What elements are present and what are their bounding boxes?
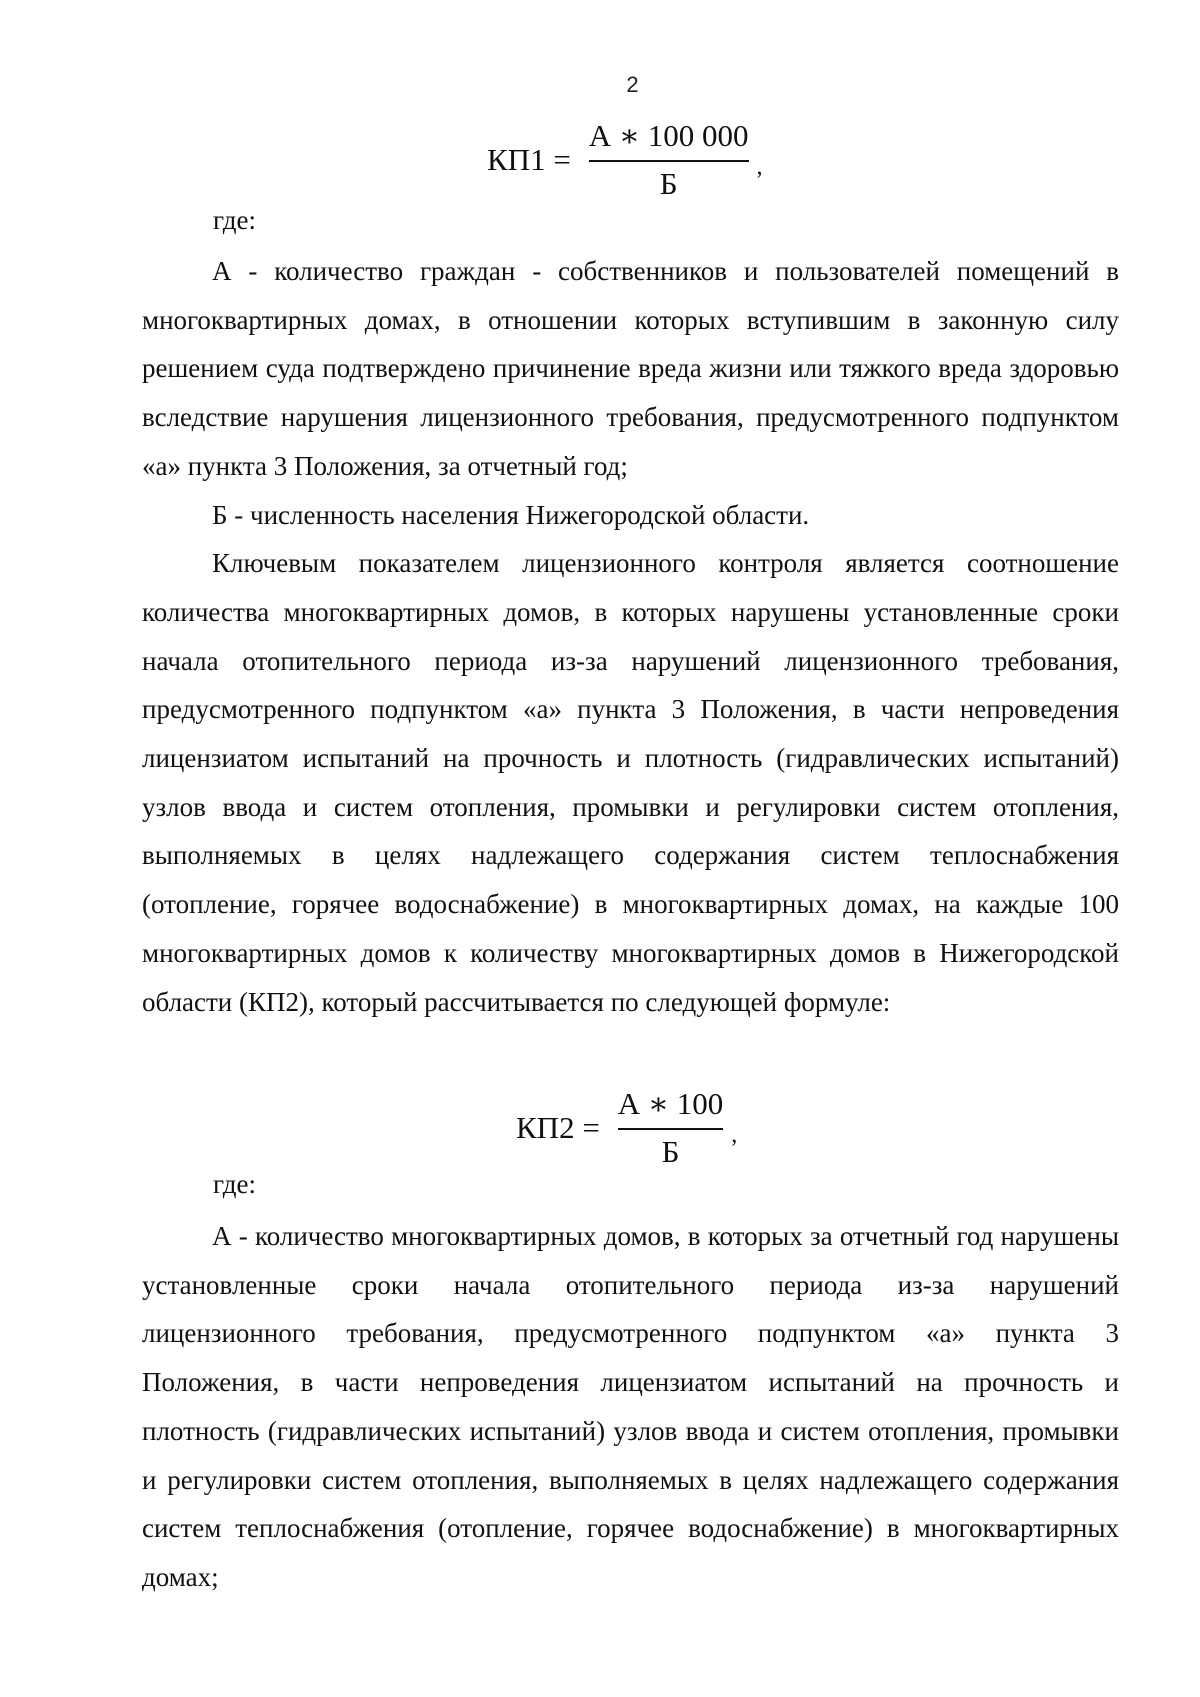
formula-kp2-comma: ,: [731, 1122, 738, 1149]
formula-kp2-fraction: [612, 1086, 729, 1170]
formula-kp1: [487, 118, 763, 202]
definitions-block-1: [142, 247, 1119, 1026]
formula-kp1-denominator: Б: [659, 165, 678, 201]
where-label: где:: [213, 205, 256, 235]
formula-kp1-fraction: [583, 118, 755, 202]
definition-b-paragraph: Б - численность населения Нижегородской области.: [212, 499, 810, 530]
formula-kp2-lhs: КП2 =: [516, 1109, 600, 1145]
page-number: 2: [626, 72, 639, 97]
definitions-block-2: [142, 1212, 1119, 1602]
where-label: где:: [213, 1169, 256, 1199]
definition-a2-paragraph: А - количество многоквартирных домов, в которых за отчетный год нарушены установленные сроки начала отопительного периода из-за нарушений лицензионного требования, предусмотренного подпунктом «а» пункта 3 Положения, в части непроведения лицензиатом испытаний на прочность и плотность (гидравлических испытаний) узлов ввода и систем отопления, промывки и регулировки систем отопления, выполняемых в целях надлежащего содержания систем теплоснабжения (отопление, горячее водоснабжение) в многоквартирных домах;: [142, 1221, 1119, 1592]
definition-a-paragraph: А - количество граждан - собственников и пользователей помещений в многоквартирных домах, в отношении которых вступившим в законную силу решением суда подтверждено причинение вреда жизни или тяжкого вреда здоровью вследствие нарушения лицензионного требования, предусмотренного подпунктом «а» пункта 3 Положения, за отчетный год;: [142, 256, 1119, 481]
formula-kp1-lhs: КП1 =: [487, 141, 571, 177]
formula-kp2-numerator: А ∗ 100: [617, 1086, 724, 1121]
formula-kp1-comma: ,: [756, 154, 763, 181]
formula-kp2: [516, 1086, 737, 1170]
key-indicator-paragraph: Ключевым показателем лицензионного контроля является соотношение количества многоквартирных домов, в которых нарушены установленные сроки начала отопительного периода из-за нарушений лицензионного требования, предусмотренного подпунктом «а» пункта 3 Положения, в части непроведения лицензиатом испытаний на прочность и плотность (гидравлических испытаний) узлов ввода и систем отопления, промывки и регулировки систем отопления, выполняемых в целях надлежащего содержания систем теплоснабжения (отопление, горячее водоснабжение) в многоквартирных домах, на каждые 100 многоквартирных домов к количеству многоквартирных домов в Нижегородской области (КП2), который рассчитывается по следующей формуле:: [142, 548, 1119, 1017]
formula-kp2-denominator: Б: [661, 1133, 680, 1169]
formula-kp1-numerator: А ∗ 100 000: [588, 118, 749, 153]
